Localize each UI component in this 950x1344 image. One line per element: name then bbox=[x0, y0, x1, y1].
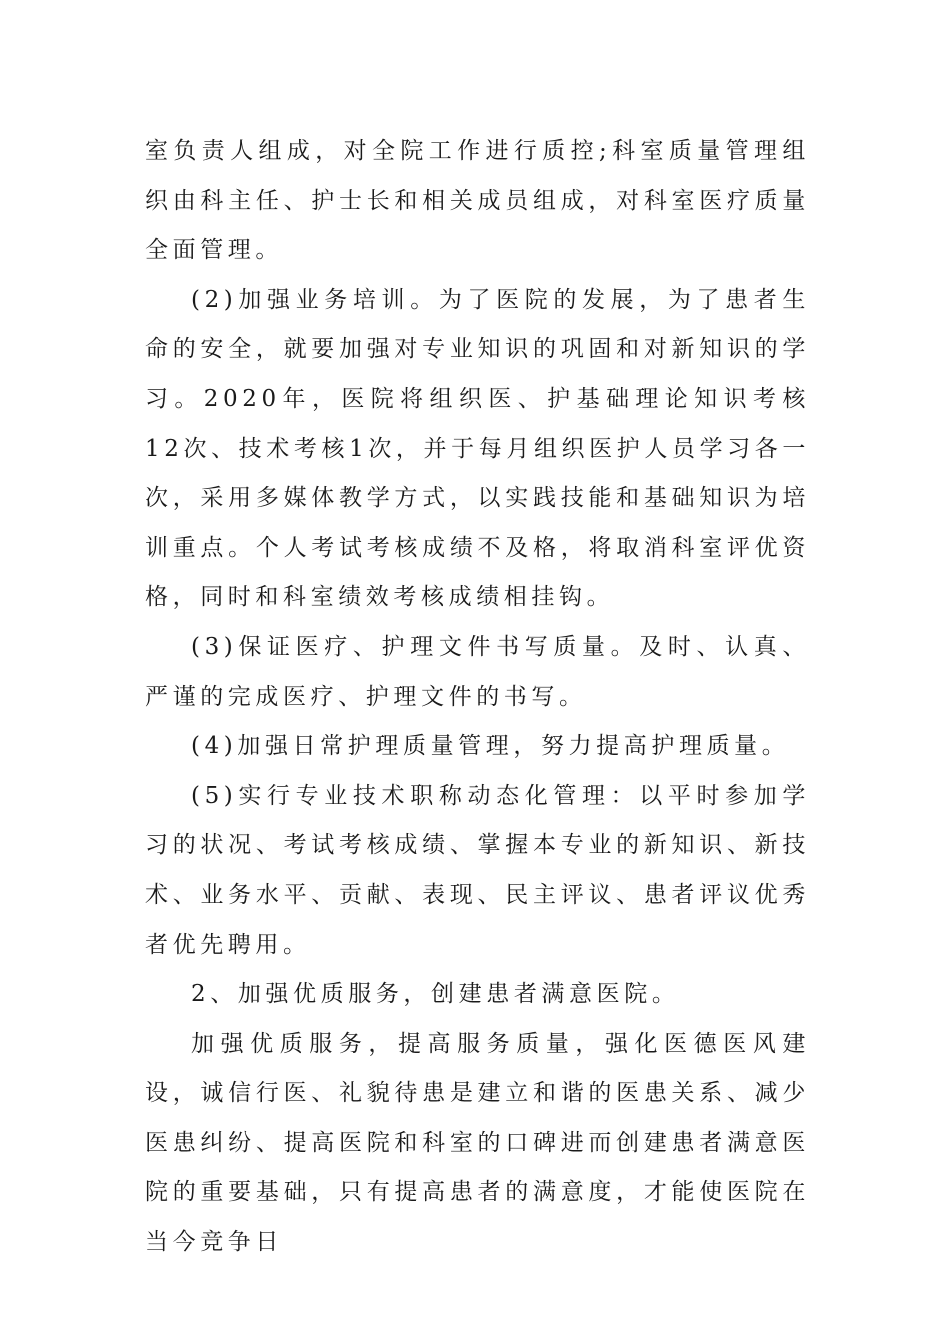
document-body bbox=[145, 127, 810, 1268]
paragraph-title-management: (5)实行专业技术职称动态化管理：以平时参加学习的状况、考试考核成绩、掌握本专业的新知识、新技术、业务水平、贡献、表现、民主评议、患者评议优秀者优先聘用。 bbox=[145, 782, 810, 958]
paragraph-quality-org: 室负责人组成，对全院工作进行质控;科室质量管理组织由科主任、护士长和相关成员组成，对科室医疗质量全面管理。 bbox=[145, 138, 810, 264]
section-heading-quality-service: 2、加强优质服务，创建患者满意医院。 bbox=[191, 981, 680, 1008]
paragraph-training: (2)加强业务培训。为了医院的发展，为了患者生命的安全，就要加强对专业知识的巩固和对新知识的学习。2020年，医院将组织医、护基础理论知识考核12次、技术考核1次，并于每月组织医护人员学习各一次，采用多媒体教学方式，以实践技能和基础知识为培训重点。个人考试考核成绩不及格，将取消科室评优资格，同时和科室绩效考核成绩相挂钩。 bbox=[145, 286, 810, 611]
paragraph-nursing-quality: (4)加强日常护理质量管理，努力提高护理质量。 bbox=[191, 733, 790, 760]
paragraph-quality-service: 加强优质服务，提高服务质量，强化医德医风建设，诚信行医、礼貌待患是建立和谐的医患关系、减少医患纠纷、提高医院和科室的口碑进而创建患者满意医院的重要基础，只有提高患者的满意度，才能使医院在当今竞争日 bbox=[145, 1030, 810, 1256]
paragraph-documents: (3)保证医疗、护理文件书写质量。及时、认真、严谨的完成医疗、护理文件的书写。 bbox=[145, 633, 810, 710]
